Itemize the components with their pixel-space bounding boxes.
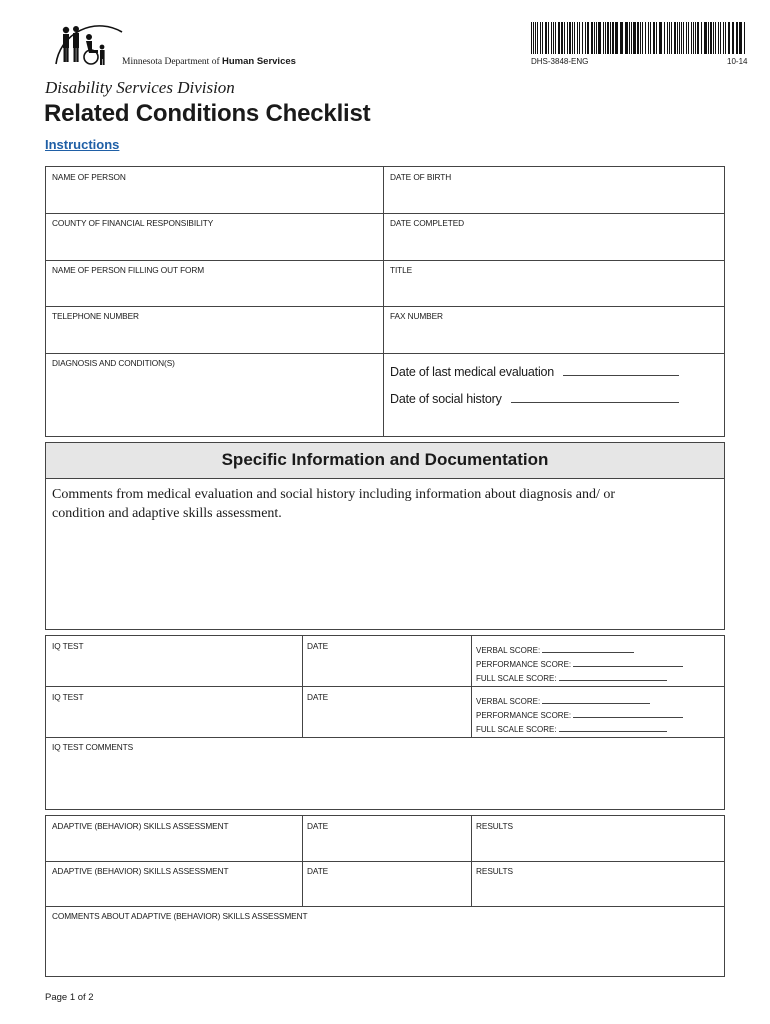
form-code: DHS-3848-ENG <box>531 57 589 66</box>
iq-scores-2[interactable] <box>476 695 683 737</box>
division-name: Disability Services Division <box>45 78 235 97</box>
iq-test-field-2[interactable]: IQ TEST <box>52 692 84 702</box>
comments-field[interactable]: Comments from medical evaluation and social history including information about diagnosis and/ or condition and adaptive skills assessment. <box>52 487 616 521</box>
adaptive-comments-field[interactable]: COMMENTS ABOUT ADAPTIVE (BEHAVIOR) SKILLS ASSESSMENT <box>52 911 308 921</box>
department-name: Minnesota Department of Human Services <box>122 56 296 67</box>
page-number: Page 1 of 2 <box>45 992 94 1003</box>
adaptive-skills-box <box>45 815 725 977</box>
iq-test-box <box>45 635 725 810</box>
adaptive-results-field-2[interactable]: RESULTS <box>476 866 513 876</box>
fax-field[interactable]: FAX NUMBER <box>390 311 443 321</box>
social-history-label: Date of social history <box>390 392 502 406</box>
iq-comments-field[interactable]: IQ TEST COMMENTS <box>52 742 134 752</box>
adaptive-date-field-2[interactable]: DATE <box>307 866 329 876</box>
full-scale-score-label: FULL SCALE SCORE: <box>476 674 557 683</box>
date-of-birth-field[interactable]: DATE OF BIRTH <box>390 172 452 182</box>
instructions-link[interactable]: Instructions <box>45 137 120 152</box>
performance-score-label: PERFORMANCE SCORE: <box>476 660 572 669</box>
last-medical-eval-label: Date of last medical evaluation <box>390 365 555 379</box>
adaptive-assessment-field-2[interactable]: ADAPTIVE (BEHAVIOR) SKILLS ASSESSMENT <box>52 866 229 876</box>
verbal-score-label: VERBAL SCORE: <box>476 646 541 655</box>
diagnosis-field[interactable]: DIAGNOSIS AND CONDITION(S) <box>52 358 175 368</box>
iq-date-field-2[interactable]: DATE <box>307 692 329 702</box>
last-medical-eval-line[interactable] <box>390 365 679 379</box>
specific-info-box <box>45 442 725 630</box>
dhs-family-logo <box>44 24 124 66</box>
full-scale-score-label: FULL SCALE SCORE: <box>476 725 557 734</box>
iq-test-field-1[interactable]: IQ TEST <box>52 641 84 651</box>
iq-scores-1[interactable] <box>476 644 683 686</box>
social-history-line[interactable] <box>390 392 679 406</box>
personal-info-box <box>45 166 725 437</box>
section-heading: Specific Information and Documentation <box>46 443 724 479</box>
performance-score-label: PERFORMANCE SCORE: <box>476 711 572 720</box>
iq-date-field-1[interactable]: DATE <box>307 641 329 651</box>
title-field[interactable]: TITLE <box>390 265 413 275</box>
form-date: 10-14 <box>727 57 748 66</box>
filler-name-field[interactable]: NAME OF PERSON FILLING OUT FORM <box>52 265 205 275</box>
adaptive-results-field-1[interactable]: RESULTS <box>476 821 513 831</box>
date-completed-field[interactable]: DATE COMPLETED <box>390 218 465 228</box>
name-of-person-field[interactable]: NAME OF PERSON <box>52 172 126 182</box>
adaptive-assessment-field-1[interactable]: ADAPTIVE (BEHAVIOR) SKILLS ASSESSMENT <box>52 821 229 831</box>
adaptive-date-field-1[interactable]: DATE <box>307 821 329 831</box>
county-field[interactable]: COUNTY OF FINANCIAL RESPONSIBILITY <box>52 218 214 228</box>
telephone-field[interactable]: TELEPHONE NUMBER <box>52 311 139 321</box>
verbal-score-label: VERBAL SCORE: <box>476 697 541 706</box>
page-title: Related Conditions Checklist <box>44 100 371 127</box>
form-barcode <box>531 22 747 54</box>
